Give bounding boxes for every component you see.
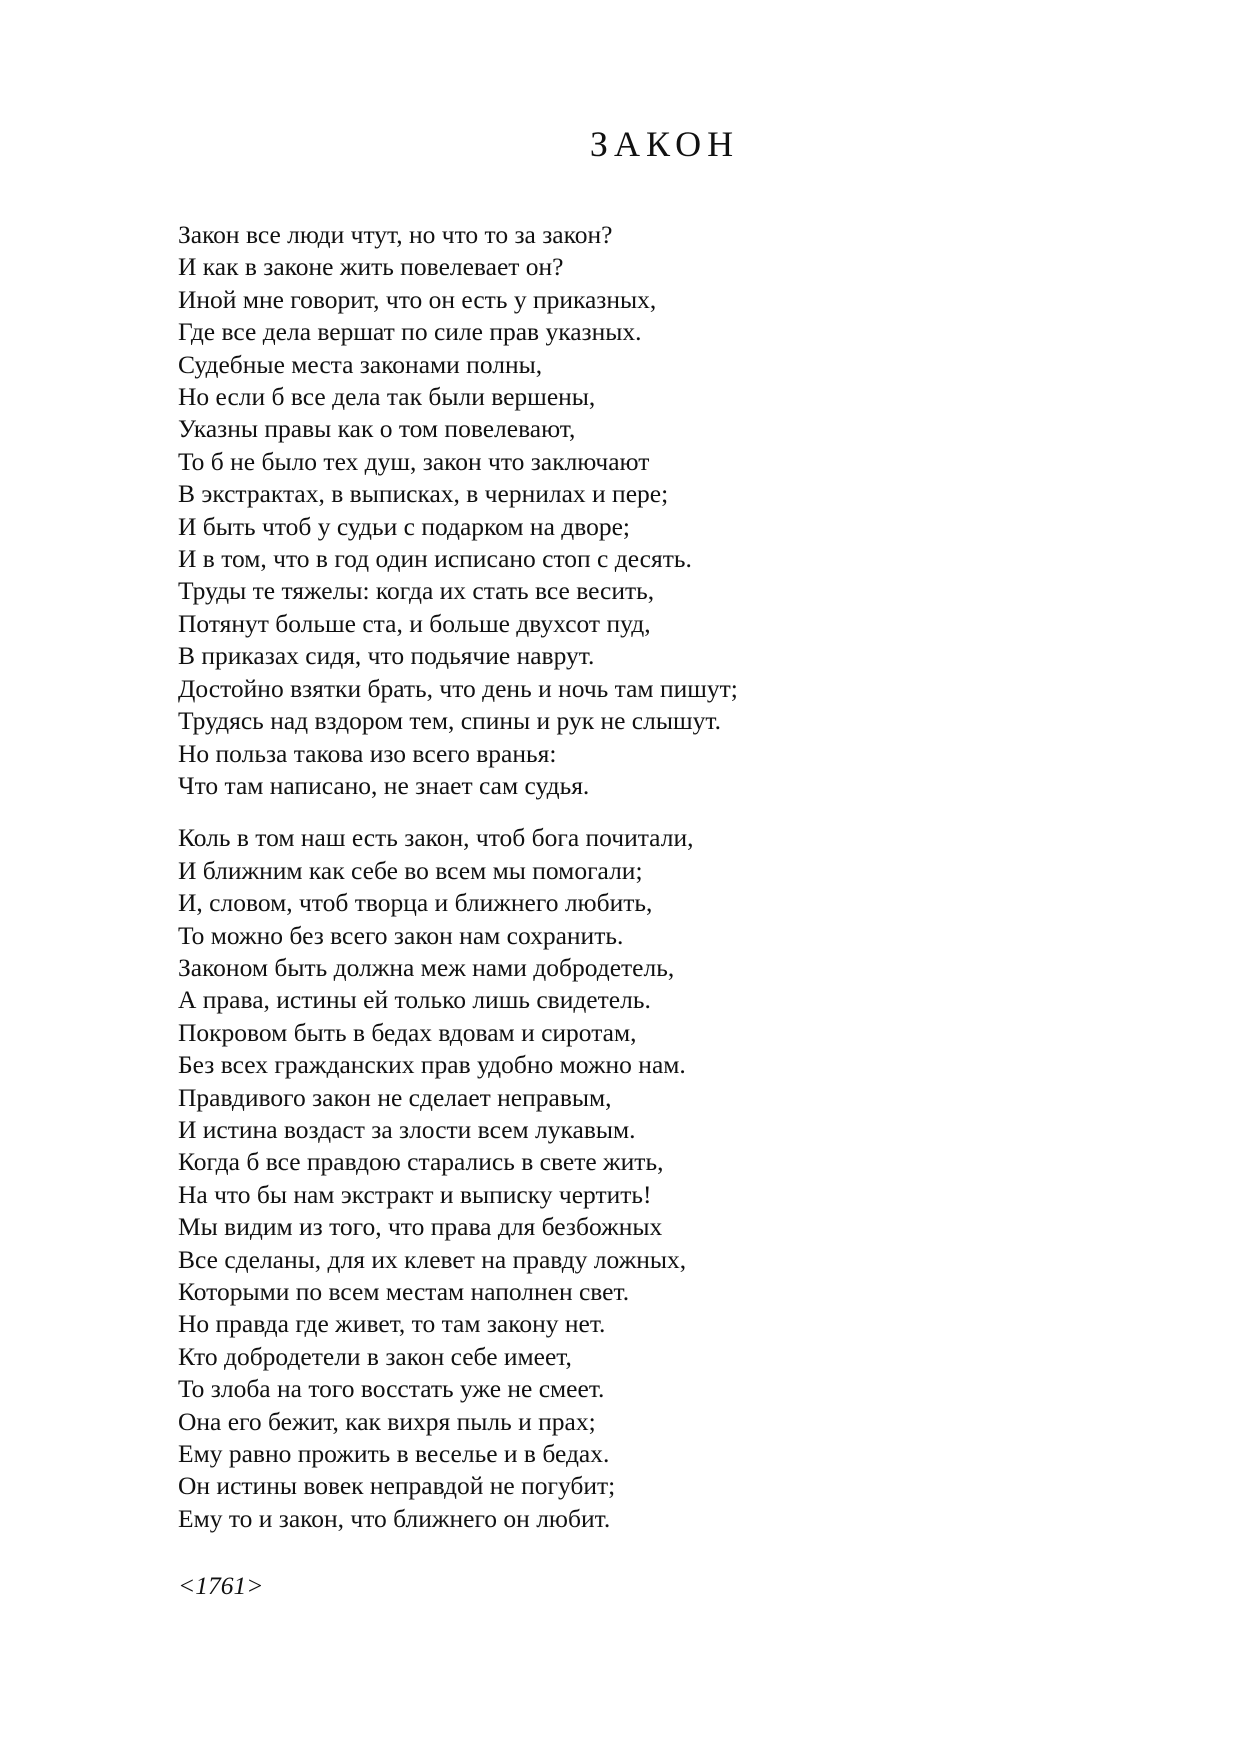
poem-line: Что там написано, не знает сам судья.	[178, 770, 590, 800]
poem-line: Но если б все дела так были вершены,	[178, 382, 596, 412]
poem-line: Трудясь над вздором тем, спины и рук не слышут.	[178, 706, 721, 736]
poem-line: Без всех гражданских прав удобно можно нам.	[178, 1050, 686, 1080]
poem-line: Где все дела вершат по силе прав указных.	[178, 317, 642, 347]
poem-line: И ближним как себе во всем мы помогали;	[178, 855, 643, 885]
poem-title: ЗАКОН	[589, 124, 740, 164]
poem-line: Кто добродетели в закон себе имеет,	[178, 1341, 572, 1371]
poem-line: Коль в том наш есть закон, чтоб бога почитали,	[178, 823, 694, 853]
poem-body	[178, 219, 1178, 1535]
poem-line: Судебные места законами полны,	[178, 349, 543, 379]
poem-line: Труды те тяжелы: когда их стать все весить,	[178, 576, 655, 606]
poem-line: И, словом, чтоб творца и ближнего любить,	[178, 888, 653, 918]
poem-line: И в том, что в год один исписано стоп с десять.	[178, 544, 692, 574]
poem-line: Покровом быть в бедах вдовам и сиротам,	[178, 1017, 637, 1047]
poem-line: На что бы нам экстракт и выписку чертить!	[178, 1179, 652, 1209]
poem-line: Она его бежит, как вихря пыль и прах;	[178, 1406, 596, 1436]
poem-line: Законом быть должна меж нами добродетель,	[178, 952, 675, 982]
poem-line: Ему равно прожить в веселье и в бедах.	[178, 1439, 610, 1469]
poem-line: Мы видим из того, что права для безбожных	[178, 1212, 663, 1242]
poem-line: И как в законе жить повелевает он?	[178, 252, 564, 282]
poem-line: И истина воздаст за злости всем лукавым.	[178, 1114, 636, 1144]
poem-line: Указны правы как о том повелевают,	[178, 414, 576, 444]
poem-line: То можно без всего закон нам сохранить.	[178, 920, 624, 950]
poem-line: И быть чтоб у судьи с подарком на дворе;	[178, 511, 631, 541]
poem-line: Потянут больше ста, и больше двухсот пуд,	[178, 608, 651, 638]
poem-date: <1761>	[178, 1571, 264, 1600]
poem-line: То злоба на того восстать уже не смеет.	[178, 1374, 605, 1404]
poem-line: В экстрактах, в выписках, в чернилах и пере;	[178, 479, 669, 509]
poem-line: Ему то и закон, что ближнего он любит.	[178, 1503, 611, 1533]
poem-line: Достойно взятки брать, что день и ночь там пишут;	[178, 673, 738, 703]
poem-line: Закон все люди чтут, но что то за закон?	[178, 220, 613, 249]
stanza-2	[178, 822, 1178, 1535]
poem-line: Он истины вовек неправдой не погубит;	[178, 1471, 616, 1501]
poem-line: Но польза такова изо всего вранья:	[178, 738, 557, 768]
poem-line: Иной мне говорит, что он есть у приказных,	[178, 284, 657, 314]
poem-line: Которыми по всем местам наполнен свет.	[178, 1277, 630, 1306]
poem-line: Но правда где живет, то там закону нет.	[178, 1309, 606, 1339]
poem-line: А права, истины ей только лишь свидетель.	[178, 985, 651, 1015]
stanza-1	[178, 219, 1178, 802]
poem-line: То б не было тех душ, закон что заключают	[178, 446, 650, 476]
poem-line: В приказах сидя, что подьячие наврут.	[178, 641, 595, 671]
poem-line: Когда б все правдою старались в свете жить,	[178, 1147, 664, 1177]
poem-line: Все сделаны, для их клевет на правду ложных,	[178, 1244, 687, 1274]
poem-line: Правдивого закон не сделает неправым,	[178, 1082, 612, 1112]
